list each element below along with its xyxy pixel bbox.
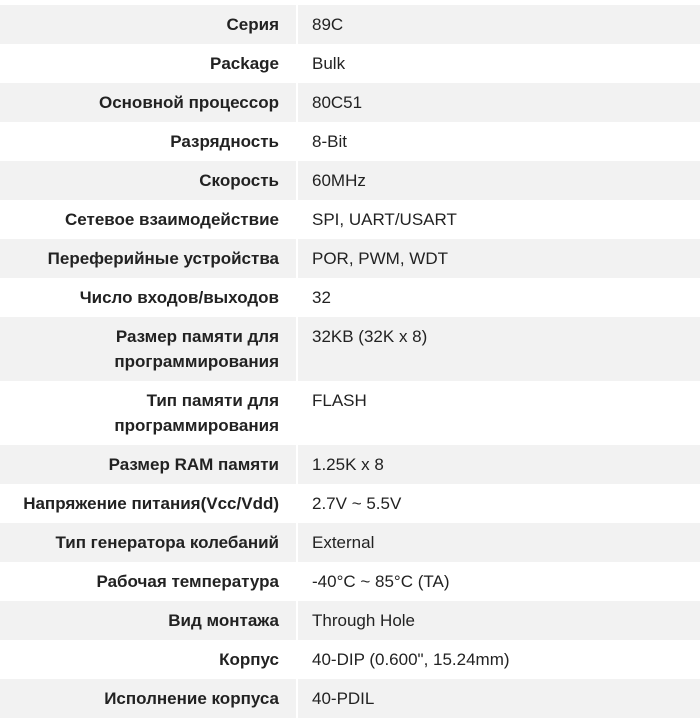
spec-label: Напряжение питания(Vcc/Vdd) [0,484,297,523]
spec-row-program-memory-size [0,317,700,381]
spec-row-program-memory-type [0,381,700,445]
spec-label: Корпус [0,640,297,679]
spec-value: External [297,523,700,562]
spec-value: 89C [297,5,700,44]
spec-row-io-count [0,278,700,317]
spec-value: -40°C ~ 85°C (TA) [297,562,700,601]
spec-value: POR, PWM, WDT [297,239,700,278]
spec-row-peripherals [0,239,700,278]
spec-label: Серия [0,5,297,44]
spec-label: Package [0,44,297,83]
spec-row-operating-temperature [0,562,700,601]
spec-value: 2.7V ~ 5.5V [297,484,700,523]
spec-value: 8-Bit [297,122,700,161]
spec-label: Переферийные устройства [0,239,297,278]
spec-table-body [0,5,700,718]
spec-value: 40-DIP (0.600", 15.24mm) [297,640,700,679]
spec-row-mounting-type [0,601,700,640]
spec-value: 40-PDIL [297,679,700,718]
spec-row-package-case [0,640,700,679]
spec-value: SPI, UART/USART [297,200,700,239]
spec-value: Through Hole [297,601,700,640]
spec-label: Сетевое взаимодействие [0,200,297,239]
spec-value: 32 [297,278,700,317]
spec-label: Рабочая температура [0,562,297,601]
spec-table [0,5,700,718]
spec-value: FLASH [297,381,700,445]
spec-row-connectivity [0,200,700,239]
spec-label: Основной процессор [0,83,297,122]
spec-label: Размер RAM памяти [0,445,297,484]
spec-row-ram-size [0,445,700,484]
spec-row-supply-voltage [0,484,700,523]
spec-row-series [0,5,700,44]
spec-value: 1.25K x 8 [297,445,700,484]
spec-label: Размер памяти для программирования [0,317,297,381]
spec-label: Число входов/выходов [0,278,297,317]
spec-row-package [0,44,700,83]
spec-label: Исполнение корпуса [0,679,297,718]
spec-label: Тип памяти для программирования [0,381,297,445]
spec-row-core-processor [0,83,700,122]
spec-value: 32KB (32K x 8) [297,317,700,381]
spec-value: Bulk [297,44,700,83]
spec-row-speed [0,161,700,200]
spec-row-oscillator-type [0,523,700,562]
spec-value: 60MHz [297,161,700,200]
spec-row-bit-width [0,122,700,161]
spec-label: Тип генератора колебаний [0,523,297,562]
spec-label: Скорость [0,161,297,200]
spec-label: Разрядность [0,122,297,161]
spec-label: Вид монтажа [0,601,297,640]
spec-row-supplier-package [0,679,700,718]
spec-value: 80C51 [297,83,700,122]
